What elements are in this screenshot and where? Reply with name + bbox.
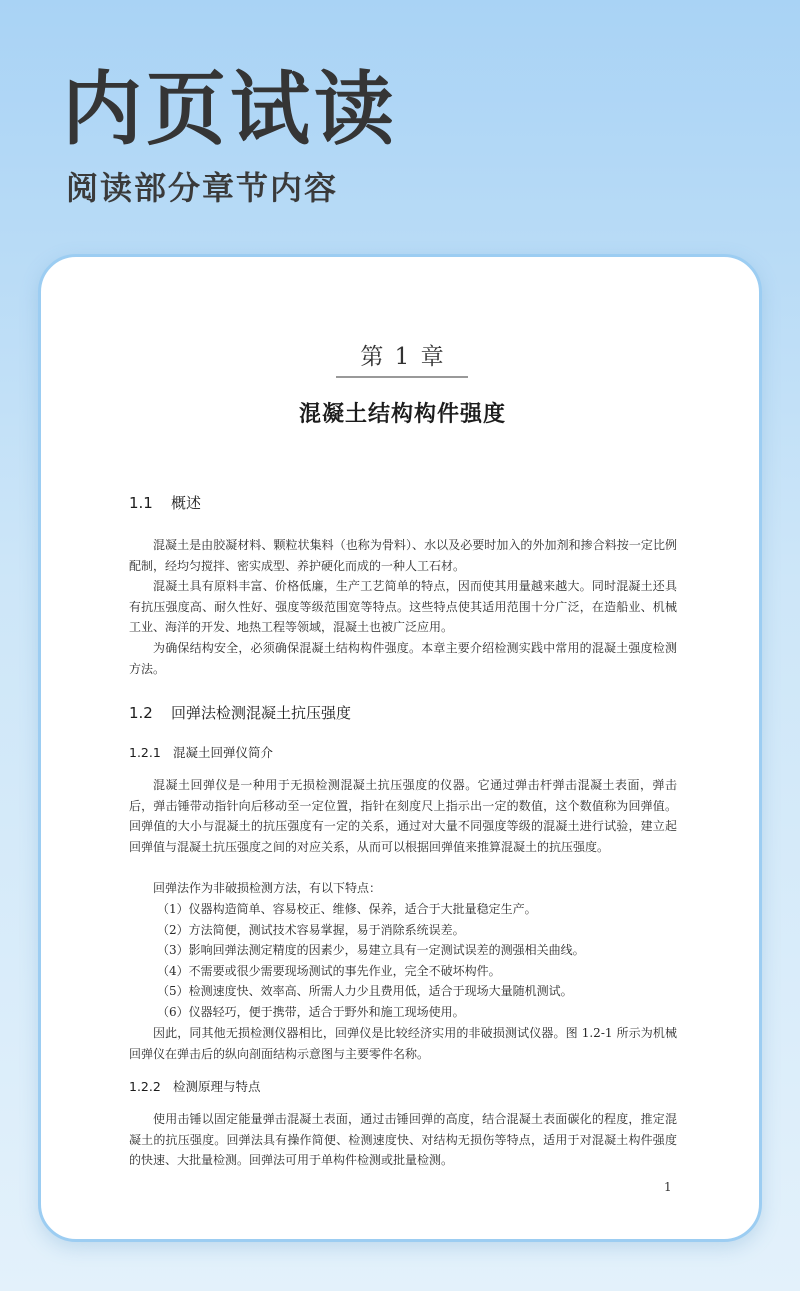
list-item: （4）不需要或很少需要现场测试的事先作业，完全不破坏构件。 (157, 964, 501, 978)
subsection-heading-1-2-1 (129, 743, 273, 763)
chapter-divider (336, 376, 468, 378)
section-title: 回弹法检测混凝土抗压强度 (171, 704, 352, 722)
subsection-heading-1-2-2 (129, 1077, 261, 1097)
list-item: （6）仪器轻巧，便于携带，适合于野外和施工现场使用。 (157, 1005, 465, 1019)
subsection-title: 检测原理与特点 (173, 1079, 261, 1094)
subsection-number: 1.2.1 (129, 745, 161, 760)
chapter-title: 混凝土结构构件强度 (298, 401, 506, 427)
list-item: （2）方法简便，测试技术容易掌握，易于消除系统误差。 (157, 923, 465, 937)
section-number: 1.1 (129, 494, 153, 512)
paragraph: 为确保结构安全，必须确保混凝土结构构件强度。本章主要介绍检测实践中常用的混凝土强度检测方法。 (129, 641, 677, 676)
list-item: （1）仪器构造简单、容易校正、维修、保养，适合于大批量稳定生产。 (157, 902, 537, 916)
hero-title: 内页试读 (62, 63, 398, 156)
hero-subtitle: 阅读部分章节内容 (66, 169, 339, 207)
paragraph: 使用击锤以固定能量弹击混凝土表面，通过击锤回弹的高度，结合混凝土表面碳化的程度，推定混凝土的抗压强度。回弹法具有操作简便、检测速度快、对结构无损伤等特点，适用于对混凝土构件强度的快速、大批量检测。回弹法可用于单构件检测或批量检测。 (129, 1112, 677, 1168)
section-heading-1-1 (129, 492, 201, 514)
paragraph: 混凝土具有原料丰富、价格低廉，生产工艺简单的特点，因而使其用量越来越大。同时混凝土还具有抗压强度高、耐久性好、强度等级范围宽等特点。这些特点使其适用范围十分广泛，在造船业、机械工业、海洋的开发、地热工程等领域，混凝土也被广泛应用。 (129, 579, 677, 635)
section-heading-1-2 (129, 702, 351, 724)
chapter-label: 第 1 章 (360, 344, 446, 370)
subsection-title: 混凝土回弹仪简介 (173, 745, 274, 760)
paragraph: 回弹法作为非破损检测方法，有以下特点： (153, 881, 382, 895)
paragraph: 混凝土回弹仪是一种用于无损检测混凝土抗压强度的仪器。它通过弹击杆弹击混凝土表面，弹击后，弹击锤带动指针向后移动至一定位置，指针在刻度尺上指示出一定的数值，这个数值称为回弹值。回弹值的大小与混凝土的抗压强度有一定的关系，通过对大量不同强度等级的混凝土进行试验，建立起回弹值与混凝土抗压强度之间的对应关系，从而可以根据回弹值来推算混凝土的抗压强度。 (129, 778, 677, 854)
paragraph: 因此，同其他无损检测仪器相比，回弹仪是比较经济实用的非破损测试仪器。图 1.2-1 所示为机械回弹仪在弹击后的纵向剖面结构示意图与主要零件名称。 (129, 1026, 677, 1061)
list-item: （5）检测速度快、效率高、所需人力少且费用低，适合于现场大量随机测试。 (157, 984, 573, 998)
paragraph: 混凝土是由胶凝材料、颗粒状集料（也称为骨料）、水以及必要时加入的外加剂和掺合料按一定比例配制，经均匀搅拌、密实成型、养护硬化而成的一种人工石材。 (129, 538, 677, 573)
subsection-number: 1.2.2 (129, 1079, 161, 1094)
list-item: （3）影响回弹法测定精度的因素少，易建立具有一定测试误差的测强相关曲线。 (157, 943, 585, 957)
section-title: 概述 (171, 494, 202, 512)
section-number: 1.2 (129, 704, 153, 722)
page-number: 1 (664, 1180, 672, 1194)
